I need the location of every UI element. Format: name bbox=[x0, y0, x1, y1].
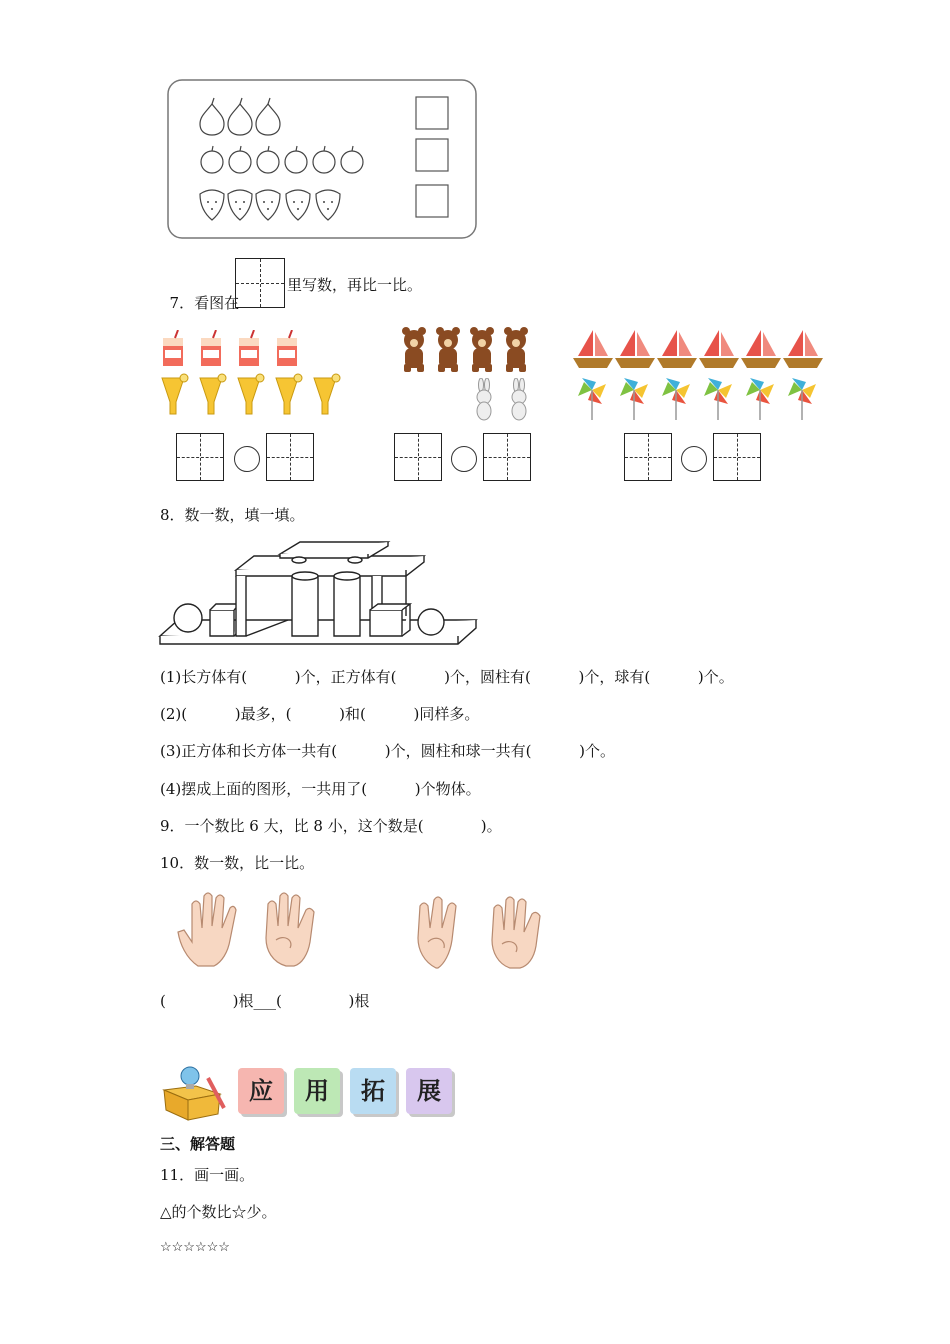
group2-left-tian-grid bbox=[394, 433, 442, 481]
q9-text: 9．一个数比 6 大，比 8 小，这个数是( )。 bbox=[160, 817, 502, 835]
q11-line1: △的个数比☆少。 bbox=[160, 1203, 277, 1221]
rabbit-icons bbox=[472, 378, 534, 422]
solid-shapes-structure bbox=[158, 536, 480, 650]
group2-right-tian-grid bbox=[483, 433, 531, 481]
juice-glass-icons bbox=[158, 372, 343, 420]
bear-icons bbox=[398, 326, 538, 374]
group1-left-tian-grid bbox=[176, 433, 224, 481]
q7-inline-tian-grid bbox=[235, 258, 285, 308]
group1-compare-circle[interactable] bbox=[234, 446, 260, 472]
group3-compare-circle[interactable] bbox=[681, 446, 707, 472]
section3-heading: 三、解答题 bbox=[160, 1135, 236, 1153]
group3-right-tian-grid bbox=[713, 433, 761, 481]
pear-icons bbox=[200, 98, 280, 135]
group3-left-tian-grid bbox=[624, 433, 672, 481]
q10-label: 10．数一数，比一比。 bbox=[160, 854, 315, 872]
q11-label: 11．画一画。 bbox=[160, 1166, 255, 1184]
drink-box-icons bbox=[160, 330, 310, 370]
sailboat-icons bbox=[572, 326, 828, 372]
banner-char-4: 展 bbox=[406, 1068, 452, 1114]
q8-sub2: (2)( )最多，( )和( )同样多。 bbox=[160, 705, 480, 723]
q8-sub3: (3)正方体和长方体一共有( )个，圆柱和球一共有( )个。 bbox=[160, 742, 616, 760]
q8-sub4: (4)摆成上面的图形，一共用了( )个物体。 bbox=[160, 780, 481, 798]
banner-char-3: 拓 bbox=[350, 1068, 396, 1114]
q10-answer: ( )根___( )根 bbox=[160, 992, 370, 1010]
q7-label: 7．看图在 bbox=[169, 294, 240, 312]
answer-boxes bbox=[416, 97, 448, 217]
hands-right-group bbox=[414, 892, 554, 972]
q8-sub1: (1)长方体有( )个，正方体有( )个，圆柱有( )个，球有( )个。 bbox=[160, 668, 734, 686]
lightbulb-box-icon bbox=[158, 1064, 230, 1122]
group1-right-tian-grid bbox=[266, 433, 314, 481]
q7-label-after: 里写数，再比一比。 bbox=[287, 276, 423, 294]
hands-left-group bbox=[176, 888, 328, 970]
pinwheel-icons bbox=[574, 374, 830, 422]
fruit-count-picture bbox=[166, 78, 478, 240]
q11-stars: ☆☆☆☆☆☆ bbox=[160, 1240, 230, 1255]
banner-char-1: 应 bbox=[238, 1068, 284, 1114]
q8-label: 8．数一数，填一填。 bbox=[160, 506, 305, 524]
banner-char-2: 用 bbox=[294, 1068, 340, 1114]
group2-compare-circle[interactable] bbox=[451, 446, 477, 472]
